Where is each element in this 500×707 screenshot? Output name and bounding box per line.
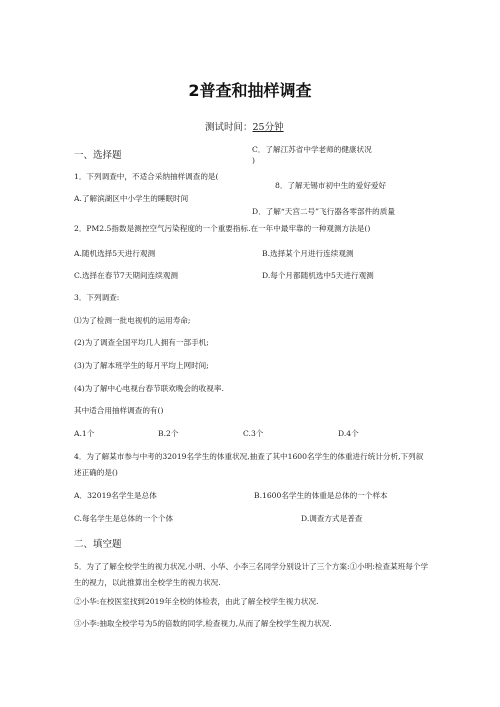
q3-item-4: (4)为了解中心电视台春节联欢晚会的收视率. [74,384,224,393]
q4-option-d: D.调查方式是普查 [301,514,363,523]
q5-stem: 5．为了了解全校学生的视力状况,小明、小华、小李三名同学分别设计了三个方案:①小明:检查某班每个学生的视力，以此推算出全校学生的视力状况. [74,562,429,587]
q1-stem-close: ) [252,156,255,165]
q4-option-a: A．32019名学生是总体 [74,491,157,500]
q4-option-c: C.每名学生是总体的一个个体 [74,514,174,523]
q3-option-b: B.2个 [158,429,179,438]
q2-option-c: C.选择在春节7天期间连续观测 [74,271,178,280]
q5-plan-3: ③小李:抽取全校学号为5的倍数的同学,检查视力,从而了解全校学生视力状况. [74,619,332,628]
q1-option-c: C．了解江苏省中学老师的健康状况 [252,145,372,154]
q2-option-b: B.选择某个月进行连续观测 [262,249,354,258]
test-time [205,119,284,133]
q1-option-d: D．了解“天宫二号”飞行器各零部件的质量 [252,207,395,216]
q5-plan-2: ②小华:在校医室找到2019年全校的体检表，由此了解全校学生视力状况. [74,597,319,606]
q3-item-1: ⑴为了检测一批电视机的运用寿命; [74,316,191,325]
page-title: 2普查和抽样调查 [188,81,312,100]
section-heading-choice: 一、选择题 [74,150,122,161]
q3-stem: 3．下列调查: [74,293,120,302]
q3-item-2: (2)为了调查全国平均几人拥有一部手机; [74,338,209,347]
test-time-label: 测试时间： [205,122,253,133]
q3-option-c: C.3个 [243,429,264,438]
q1-stem: 1．下列调查中，不适合采纳抽样调查的是( [74,172,219,181]
q3-option-a: A.1个 [74,429,95,438]
q4-stem: 4．为了解某市参与中考的32019名学生的体重状况,抽查了其中1600名学生的体重进行统计分析,下列叙述正确的是() [74,452,424,477]
q2-option-a: A.随机选择5天进行观测 [74,249,156,258]
q4-option-b: B.1600名学生的体重是总体的一个样本 [254,491,388,500]
q1-option-a: A.了解滨湖区中小学生的睡眠时间 [74,194,189,203]
section-heading-fill: 二、填空题 [74,539,122,550]
q2-stem: 2．PM2.5指数是测控空气污染程度的一个重要指标.在一年中最牢靠的一种观测方法是() [74,224,371,233]
q3-ask: 其中适合用抽样调查的有() [74,406,164,415]
q3-option-d: D.4个 [338,429,359,438]
test-time-value: 25分钟 [252,122,284,133]
q3-item-3: (3)为了解本班学生的每月平均上网时间; [74,361,209,370]
q1-option-b: 8．了解无锡市初中生的爱好爱好 [275,181,387,190]
q2-option-d: D.每个月都随机选中5天进行观测 [262,271,374,280]
